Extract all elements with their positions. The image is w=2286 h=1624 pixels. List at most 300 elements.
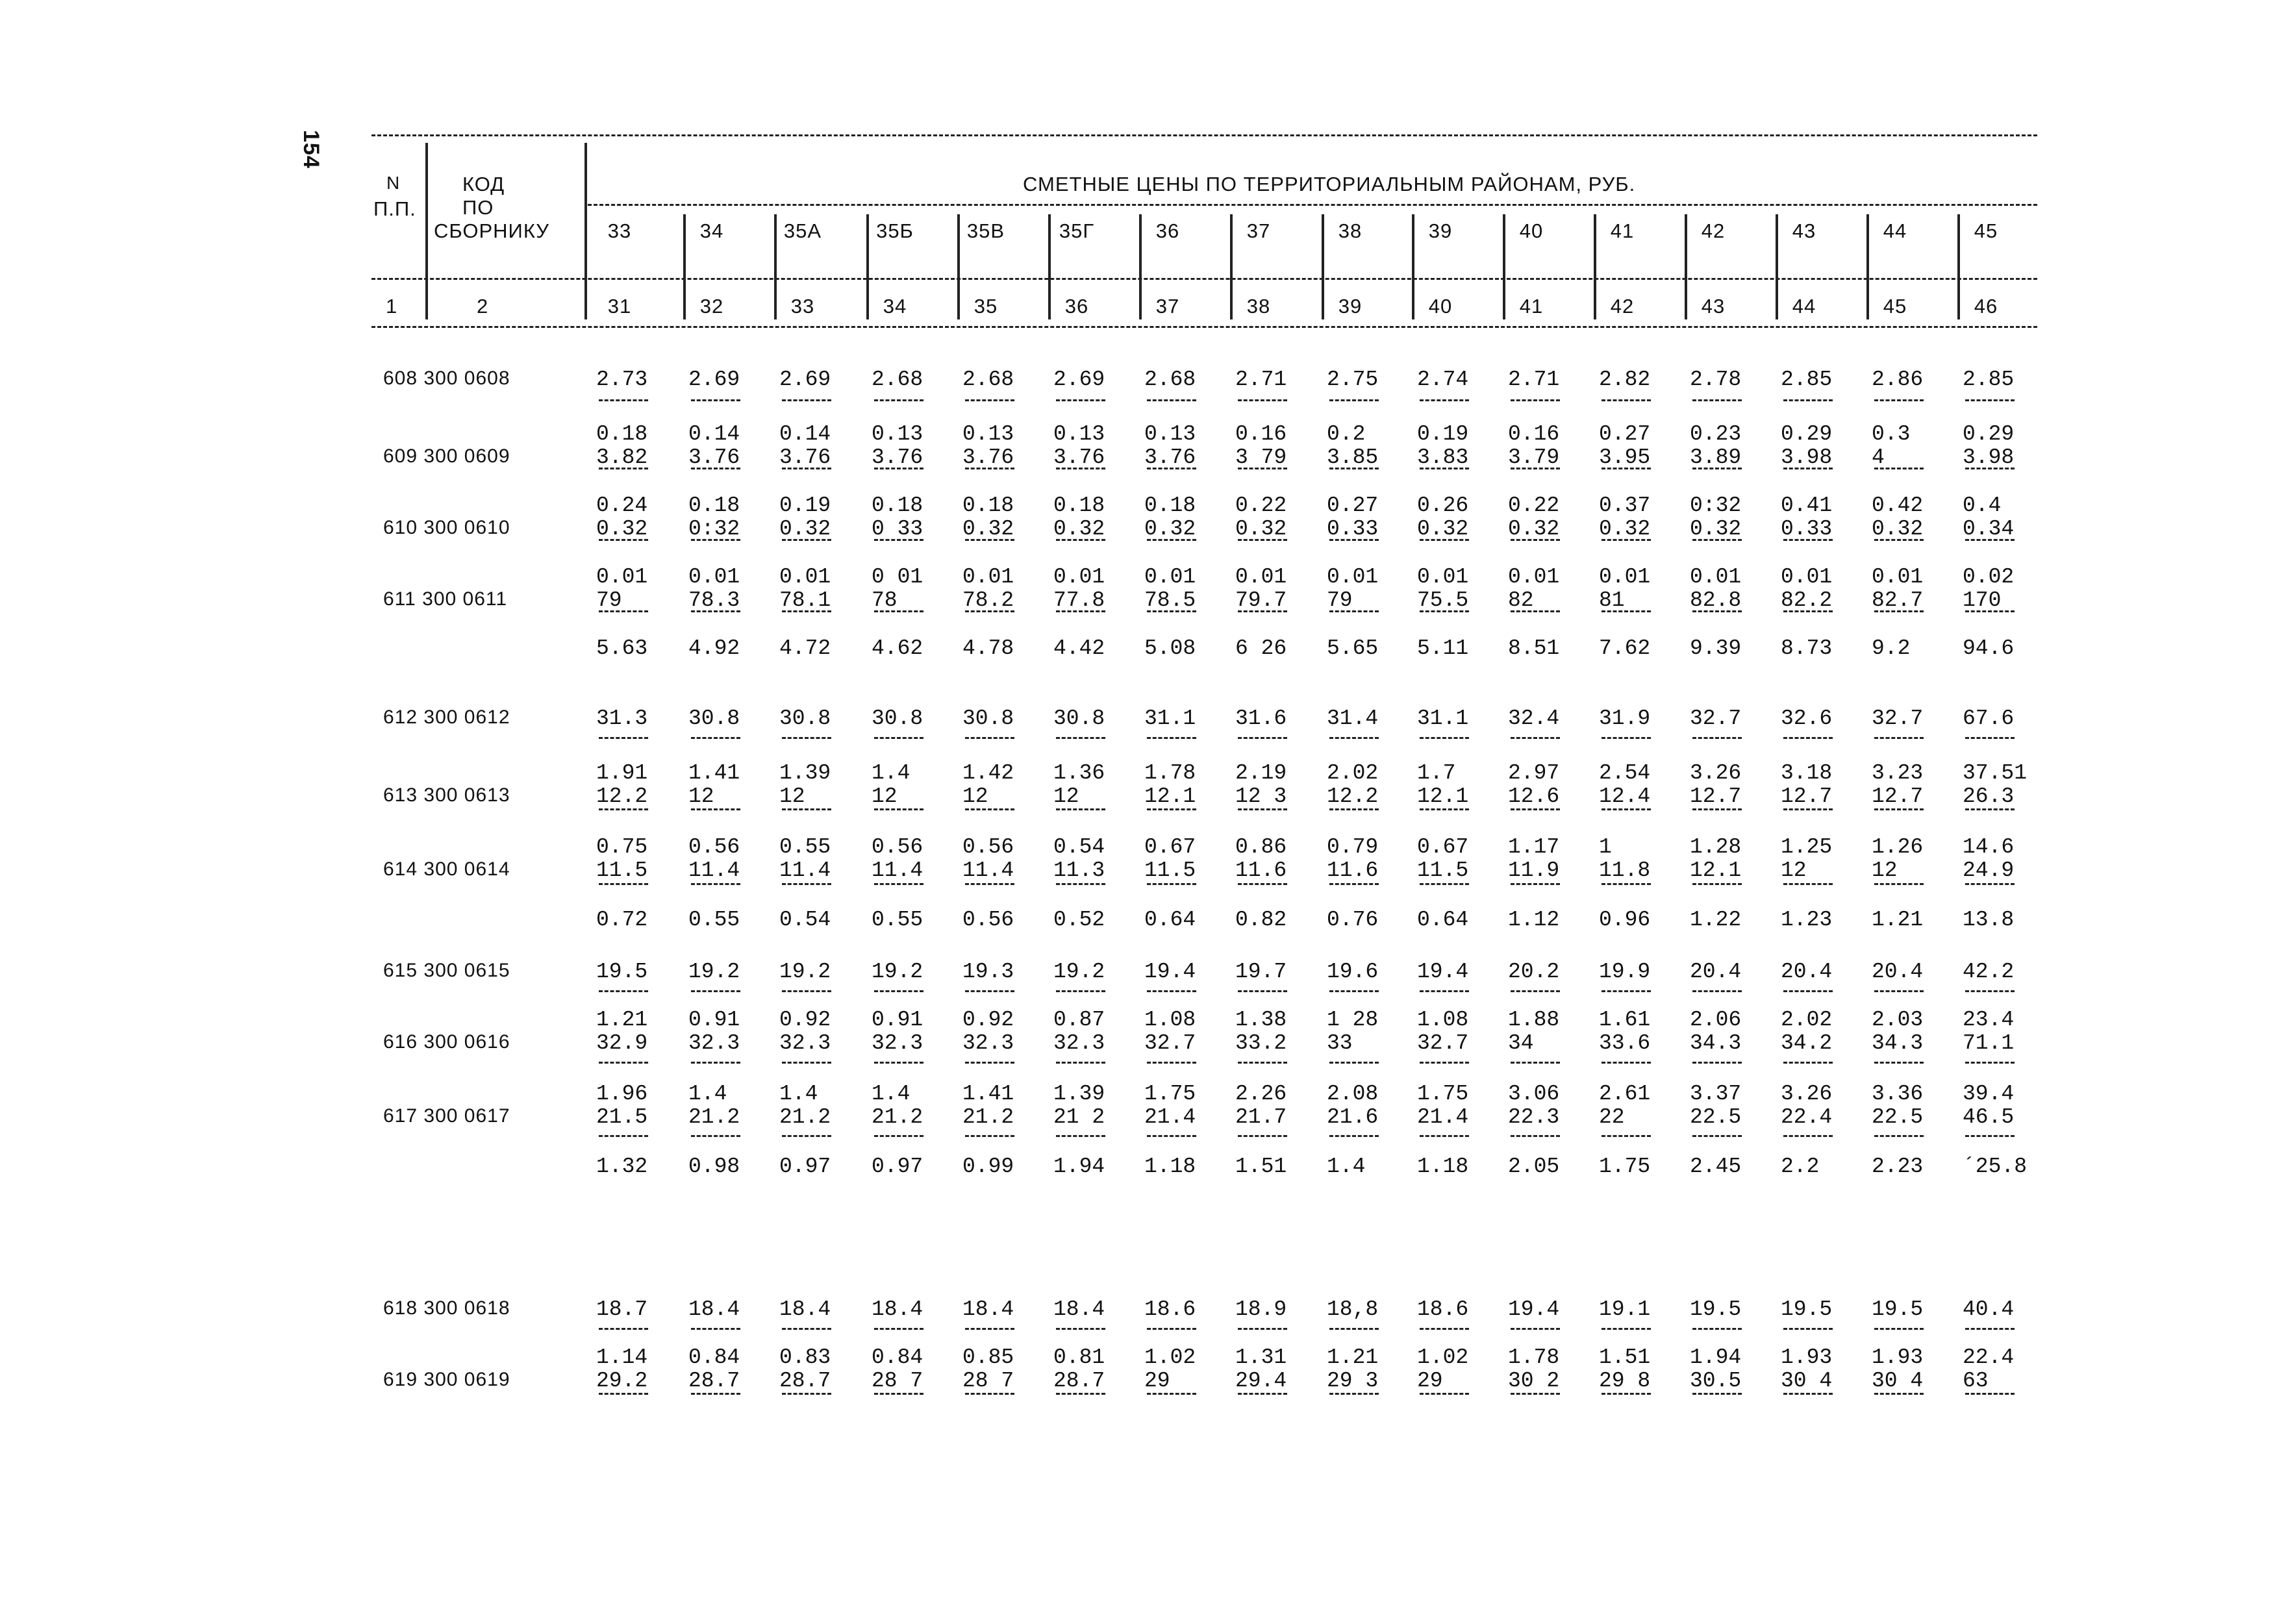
header-number-cell: 1 <box>386 295 398 318</box>
price-cell: 0.33 <box>1327 517 1379 541</box>
price-cell: 1.94 <box>1053 1155 1105 1179</box>
price-cell: 0.01 <box>688 565 740 589</box>
price-cell: 0.4 <box>1963 493 2002 518</box>
price-cell: 2.85 <box>1781 368 1833 392</box>
header-region-cell: 37 <box>1246 219 1271 242</box>
fraction-separator <box>1329 1393 1379 1395</box>
price-cell: 1.21 <box>1327 1345 1379 1369</box>
item-code-label: 617 300 0617 <box>383 1105 510 1127</box>
price-cell: 1.25 <box>1781 835 1833 859</box>
price-cell: 2.69 <box>1053 368 1105 392</box>
price-cell: 19.2 <box>688 960 740 984</box>
price-cell: 0.85 <box>962 1345 1014 1369</box>
fraction-separator <box>1056 468 1105 469</box>
price-cell: 13.8 <box>1963 908 2015 932</box>
price-cell: 1.02 <box>1144 1345 1196 1369</box>
price-cell: 2.73 <box>596 368 648 392</box>
fraction-separator <box>1874 539 1924 541</box>
price-cell: 32.7 <box>1872 706 1924 731</box>
fraction-separator <box>874 808 923 810</box>
price-cell: 1.08 <box>1417 1008 1469 1032</box>
price-cell: 11.6 <box>1327 858 1379 882</box>
fraction-separator <box>1420 399 1469 401</box>
fraction-separator <box>782 1393 831 1395</box>
price-cell: 30.8 <box>1053 706 1105 731</box>
fraction-separator <box>599 737 648 739</box>
fraction-separator <box>874 1393 923 1395</box>
price-cell: 0.97 <box>779 1155 831 1179</box>
header-group-title: СМЕТНЫЕ ЦЕНЫ ПО ТЕРРИТОРИАЛЬНЫМ РАЙОНАМ, РУБ. <box>1023 173 1636 195</box>
fraction-separator <box>782 1135 831 1137</box>
price-cell: 11.5 <box>1417 858 1469 882</box>
price-cell: 32.7 <box>1417 1031 1469 1055</box>
price-cell: 0.13 <box>872 422 923 446</box>
price-cell: 3.98 <box>1963 445 2015 469</box>
price-cell: 12 3 <box>1235 784 1287 808</box>
price-cell: 18.4 <box>962 1297 1014 1321</box>
price-cell: 78.3 <box>688 588 740 612</box>
fraction-separator <box>1692 468 1742 469</box>
price-cell: 0.56 <box>872 835 923 859</box>
price-cell: 18.4 <box>779 1297 831 1321</box>
price-cell: 2.75 <box>1327 368 1379 392</box>
item-code-label: 608 300 0608 <box>383 368 510 389</box>
price-cell: 19.6 <box>1327 960 1379 984</box>
fraction-separator <box>1420 1328 1469 1330</box>
fraction-separator <box>782 990 831 992</box>
item-code-label: 614 300 0614 <box>383 858 510 880</box>
price-cell: 0 33 <box>872 517 923 541</box>
price-cell: 2.23 <box>1872 1155 1924 1179</box>
header-number-cell: 40 <box>1428 295 1453 318</box>
price-cell: 0.18 <box>1144 493 1196 518</box>
fraction-separator <box>1783 399 1833 401</box>
fraction-separator <box>1965 399 2015 401</box>
price-cell: 77.8 <box>1053 588 1105 612</box>
price-cell: 63 <box>1963 1369 1989 1393</box>
price-cell: 19.7 <box>1235 960 1287 984</box>
fraction-separator <box>1147 1135 1196 1137</box>
price-cell: 1.21 <box>1872 908 1924 932</box>
header-number-cell: 38 <box>1246 295 1271 318</box>
price-cell: 3.95 <box>1599 445 1651 469</box>
fraction-separator <box>1056 990 1105 992</box>
price-cell: 1.39 <box>779 761 831 785</box>
price-cell: 34.2 <box>1781 1031 1833 1055</box>
price-cell: 0.75 <box>596 835 648 859</box>
price-cell: 1.61 <box>1599 1008 1651 1032</box>
price-cell: 30.8 <box>779 706 831 731</box>
price-cell: 0.01 <box>1599 565 1651 589</box>
price-cell: 19.5 <box>1872 1297 1924 1321</box>
fraction-separator <box>874 1328 923 1330</box>
fraction-separator <box>965 1135 1014 1137</box>
header-number-cell: 36 <box>1064 295 1089 318</box>
price-cell: 0.84 <box>872 1345 923 1369</box>
price-cell: 1.38 <box>1235 1008 1287 1032</box>
fraction-separator <box>1056 610 1105 612</box>
price-cell: 33.6 <box>1599 1031 1651 1055</box>
price-cell: 2.86 <box>1872 368 1924 392</box>
fraction-separator <box>1692 808 1742 810</box>
price-cell: 12 <box>1872 858 1898 882</box>
header-number-cell: 2 <box>477 295 489 318</box>
fraction-separator <box>1965 1135 2015 1137</box>
fraction-separator <box>691 1393 740 1395</box>
fraction-separator <box>1238 468 1287 469</box>
header-number-cell: 44 <box>1792 295 1816 318</box>
fraction-separator <box>1965 737 2015 739</box>
price-cell: 2.2 <box>1781 1155 1820 1179</box>
price-cell: 19.2 <box>1053 960 1105 984</box>
price-cell: 12 <box>872 784 898 808</box>
fraction-separator <box>1238 610 1287 612</box>
fraction-separator <box>1965 808 2015 810</box>
fraction-separator <box>965 737 1014 739</box>
header-region-cell: 39 <box>1428 219 1453 242</box>
price-cell: 29 8 <box>1599 1369 1651 1393</box>
fraction-separator <box>1056 1135 1105 1137</box>
fraction-separator <box>1147 883 1196 885</box>
fraction-separator <box>691 399 740 401</box>
price-cell: ´25.8 <box>1963 1155 2028 1179</box>
fraction-separator <box>874 610 923 612</box>
header-region-cell: 35Г <box>1059 219 1095 242</box>
fraction-separator <box>1511 1328 1560 1330</box>
price-cell: 11.4 <box>872 858 923 882</box>
fraction-separator <box>1874 1393 1924 1395</box>
price-cell: 2.02 <box>1781 1008 1833 1032</box>
price-cell: 1.21 <box>596 1008 648 1032</box>
header-region-cell: 41 <box>1610 219 1635 242</box>
price-cell: 2.71 <box>1235 368 1287 392</box>
fraction-separator <box>1601 1328 1651 1330</box>
fraction-separator <box>1147 990 1196 992</box>
fraction-separator <box>1965 1062 2015 1064</box>
fraction-separator <box>1420 883 1469 885</box>
fraction-separator <box>782 468 831 469</box>
price-cell: 29.2 <box>596 1369 648 1393</box>
fraction-separator <box>1420 1393 1469 1395</box>
price-cell: 0.86 <box>1235 835 1287 859</box>
price-cell: 82 <box>1508 588 1534 612</box>
price-cell: 0.29 <box>1963 422 2015 446</box>
price-cell: 2.78 <box>1690 368 1742 392</box>
fraction-separator <box>782 808 831 810</box>
fraction-separator <box>1692 1393 1742 1395</box>
header-number-cell: 39 <box>1338 295 1363 318</box>
price-cell: 11.5 <box>1144 858 1196 882</box>
price-cell: 19.2 <box>779 960 831 984</box>
fraction-separator <box>1692 990 1742 992</box>
price-cell: 81 <box>1599 588 1625 612</box>
price-cell: 0.56 <box>962 835 1014 859</box>
price-cell: 7.62 <box>1599 636 1651 660</box>
price-cell: 31.9 <box>1599 706 1651 731</box>
fraction-separator <box>1965 883 2015 885</box>
price-cell: 4 <box>1872 445 1885 469</box>
price-cell: 12 <box>779 784 805 808</box>
price-cell: 30.8 <box>962 706 1014 731</box>
price-cell: 29.4 <box>1235 1369 1287 1393</box>
price-cell: 0.13 <box>1053 422 1105 446</box>
header-divider-n <box>425 143 428 319</box>
fraction-separator <box>1783 610 1833 612</box>
price-cell: 75.5 <box>1417 588 1469 612</box>
fraction-separator <box>1601 539 1651 541</box>
fraction-separator <box>1601 1135 1651 1137</box>
price-cell: 1.4 <box>779 1082 818 1106</box>
price-cell: 0.83 <box>779 1345 831 1369</box>
price-cell: 12.2 <box>1327 784 1379 808</box>
fraction-separator <box>599 808 648 810</box>
price-cell: 19.1 <box>1599 1297 1651 1321</box>
fraction-separator <box>691 1062 740 1064</box>
fraction-separator <box>1601 1393 1651 1395</box>
price-cell: 19.4 <box>1144 960 1196 984</box>
price-cell: 0.14 <box>688 422 740 446</box>
fraction-separator <box>874 539 923 541</box>
fraction-separator <box>1692 883 1742 885</box>
fraction-separator <box>1601 990 1651 992</box>
price-cell: 1.17 <box>1508 835 1560 859</box>
price-cell: 22.3 <box>1508 1105 1560 1129</box>
header-mid-rule <box>371 278 2037 280</box>
fraction-separator <box>1692 399 1742 401</box>
price-cell: 5.63 <box>596 636 648 660</box>
price-cell: 21 2 <box>1053 1105 1105 1129</box>
price-cell: 1.39 <box>1053 1082 1105 1106</box>
price-cell: 2.26 <box>1235 1082 1287 1106</box>
price-cell: 21.5 <box>596 1105 648 1129</box>
price-cell: 30 2 <box>1508 1369 1560 1393</box>
fraction-separator <box>599 883 648 885</box>
price-cell: 18.7 <box>596 1297 648 1321</box>
header-region-cell: 35В <box>966 219 1005 242</box>
price-cell: 12.6 <box>1508 784 1560 808</box>
fraction-separator <box>599 1135 648 1137</box>
price-cell: 12.1 <box>1690 858 1742 882</box>
item-code-label: 619 300 0619 <box>383 1369 510 1390</box>
price-cell: 0.87 <box>1053 1008 1105 1032</box>
fraction-separator <box>1511 737 1560 739</box>
price-cell: 12.1 <box>1144 784 1196 808</box>
price-cell: 28.7 <box>688 1369 740 1393</box>
price-cell: 2.68 <box>872 368 923 392</box>
fraction-separator <box>1874 1062 1924 1064</box>
price-cell: 2.97 <box>1508 761 1560 785</box>
fraction-separator <box>1965 990 2015 992</box>
price-cell: 78.2 <box>962 588 1014 612</box>
price-cell: 0.64 <box>1144 908 1196 932</box>
price-cell: 2.06 <box>1690 1008 1742 1032</box>
price-cell: 4.42 <box>1053 636 1105 660</box>
fraction-separator <box>1874 808 1924 810</box>
price-cell: 0.01 <box>596 565 648 589</box>
price-cell: 0.01 <box>1144 565 1196 589</box>
price-cell: 2.03 <box>1872 1008 1924 1032</box>
price-cell: 12.4 <box>1599 784 1651 808</box>
fraction-separator <box>1329 468 1379 469</box>
price-cell: 0.55 <box>688 908 740 932</box>
fraction-separator <box>1238 883 1287 885</box>
price-cell: 37.51 <box>1963 761 2028 785</box>
price-cell: 22.4 <box>1963 1345 2015 1369</box>
price-cell: 0.56 <box>962 908 1014 932</box>
price-cell: 0.84 <box>688 1345 740 1369</box>
fraction-separator <box>1511 468 1560 469</box>
price-cell: 3.82 <box>596 445 648 469</box>
fraction-separator <box>874 399 923 401</box>
price-cell: 1.4 <box>872 761 911 785</box>
price-cell: 29 <box>1417 1369 1443 1393</box>
price-cell: 1.4 <box>872 1082 911 1106</box>
fraction-separator <box>1965 1393 2015 1395</box>
fraction-separator <box>599 468 648 469</box>
fraction-separator <box>1420 990 1469 992</box>
price-cell: 1.91 <box>596 761 648 785</box>
fraction-separator <box>1783 539 1833 541</box>
price-cell: 12.7 <box>1872 784 1924 808</box>
price-cell: 19.5 <box>596 960 648 984</box>
price-cell: 1.75 <box>1144 1082 1196 1106</box>
price-cell: 79 <box>1327 588 1353 612</box>
price-cell: 21.7 <box>1235 1105 1287 1129</box>
price-cell: 20.4 <box>1690 960 1742 984</box>
fraction-separator <box>599 1328 648 1330</box>
price-cell: 3.26 <box>1690 761 1742 785</box>
price-cell: 0.2 <box>1327 422 1366 446</box>
fraction-separator <box>1238 1135 1287 1137</box>
fraction-separator <box>782 610 831 612</box>
header-number-cell: 37 <box>1155 295 1180 318</box>
price-cell: 0.23 <box>1690 422 1742 446</box>
fraction-separator <box>965 610 1014 612</box>
price-cell: 3.36 <box>1872 1082 1924 1106</box>
price-cell: 1.23 <box>1781 908 1833 932</box>
header-number-cell: 43 <box>1701 295 1726 318</box>
price-cell: 1.51 <box>1235 1155 1287 1179</box>
price-cell: 1.75 <box>1417 1082 1469 1106</box>
fraction-separator <box>965 1393 1014 1395</box>
fraction-separator <box>1056 808 1105 810</box>
price-cell: 0.64 <box>1417 908 1469 932</box>
fraction-separator <box>1511 1135 1560 1137</box>
price-cell: 0.01 <box>1508 565 1560 589</box>
fraction-separator <box>965 990 1014 992</box>
fraction-separator <box>1783 990 1833 992</box>
price-cell: 46.5 <box>1963 1105 2015 1129</box>
price-cell: 0.18 <box>1053 493 1105 518</box>
price-cell: 3.76 <box>779 445 831 469</box>
price-cell: 2.68 <box>1144 368 1196 392</box>
fraction-separator <box>1147 808 1196 810</box>
price-cell: 3.83 <box>1417 445 1469 469</box>
fraction-separator <box>1329 808 1379 810</box>
price-cell: 3.89 <box>1690 445 1742 469</box>
fraction-separator <box>1783 468 1833 469</box>
price-cell: 19.9 <box>1599 960 1651 984</box>
price-cell: 2.45 <box>1690 1155 1742 1179</box>
fraction-separator <box>1329 399 1379 401</box>
price-cell: 0.32 <box>1235 517 1287 541</box>
price-cell: 19.5 <box>1690 1297 1742 1321</box>
price-cell: 1 <box>1599 835 1612 859</box>
price-cell: 0.19 <box>1417 422 1469 446</box>
fraction-separator <box>1147 737 1196 739</box>
price-cell: 0.27 <box>1599 422 1651 446</box>
price-cell: 79 <box>596 588 622 612</box>
header-region-cell: 38 <box>1338 219 1363 242</box>
fraction-separator <box>1056 1328 1105 1330</box>
price-cell: 1.02 <box>1417 1345 1469 1369</box>
fraction-separator <box>1783 737 1833 739</box>
fraction-separator <box>1420 1135 1469 1137</box>
price-cell: 12.1 <box>1417 784 1469 808</box>
fraction-separator <box>1692 539 1742 541</box>
price-cell: 30.8 <box>688 706 740 731</box>
fraction-separator <box>1874 883 1924 885</box>
fraction-separator <box>1783 1393 1833 1395</box>
price-cell: 0.82 <box>1235 908 1287 932</box>
price-cell: 12.7 <box>1781 784 1833 808</box>
header-col-n-sub: П.П. <box>373 197 416 220</box>
price-cell: 11.6 <box>1235 858 1287 882</box>
price-cell: 0.41 <box>1781 493 1833 518</box>
price-cell: 11.5 <box>596 858 648 882</box>
price-cell: 8.51 <box>1508 636 1560 660</box>
fraction-separator <box>691 610 740 612</box>
fraction-separator <box>1147 1393 1196 1395</box>
price-cell: 2.05 <box>1508 1155 1560 1179</box>
price-cell: 3.37 <box>1690 1082 1742 1106</box>
fraction-separator <box>874 1062 923 1064</box>
price-cell: 3.18 <box>1781 761 1833 785</box>
price-cell: 0.98 <box>688 1155 740 1179</box>
price-cell: 0.32 <box>1417 517 1469 541</box>
price-cell: 1.88 <box>1508 1008 1560 1032</box>
fraction-separator <box>691 737 740 739</box>
fraction-separator <box>965 468 1014 469</box>
price-cell: 0.54 <box>779 908 831 932</box>
price-cell: 31.1 <box>1144 706 1196 731</box>
price-cell: 71.1 <box>1963 1031 2015 1055</box>
price-cell: 32.7 <box>1690 706 1742 731</box>
header-region-cell: 35Б <box>876 219 914 242</box>
price-cell: 0.13 <box>1144 422 1196 446</box>
fraction-separator <box>782 539 831 541</box>
price-cell: 1.4 <box>688 1082 727 1106</box>
fraction-separator <box>1965 610 2015 612</box>
price-cell: 32.9 <box>596 1031 648 1055</box>
fraction-separator <box>1238 1062 1287 1064</box>
price-cell: 2.68 <box>962 368 1014 392</box>
price-cell: 82.7 <box>1872 588 1924 612</box>
item-code-label: 610 300 0610 <box>383 517 510 538</box>
price-cell: 12.7 <box>1690 784 1742 808</box>
item-code-label: 615 300 0615 <box>383 960 510 981</box>
price-cell: 11.3 <box>1053 858 1105 882</box>
fraction-separator <box>1238 737 1287 739</box>
fraction-separator <box>1601 737 1651 739</box>
price-cell: 1.4 <box>1327 1155 1366 1179</box>
price-cell: 21.2 <box>872 1105 923 1129</box>
price-cell: 32.3 <box>1053 1031 1105 1055</box>
price-cell: 22.5 <box>1690 1105 1742 1129</box>
price-cell: 2.74 <box>1417 368 1469 392</box>
price-cell: 0 01 <box>872 565 923 589</box>
fraction-separator <box>1692 1062 1742 1064</box>
